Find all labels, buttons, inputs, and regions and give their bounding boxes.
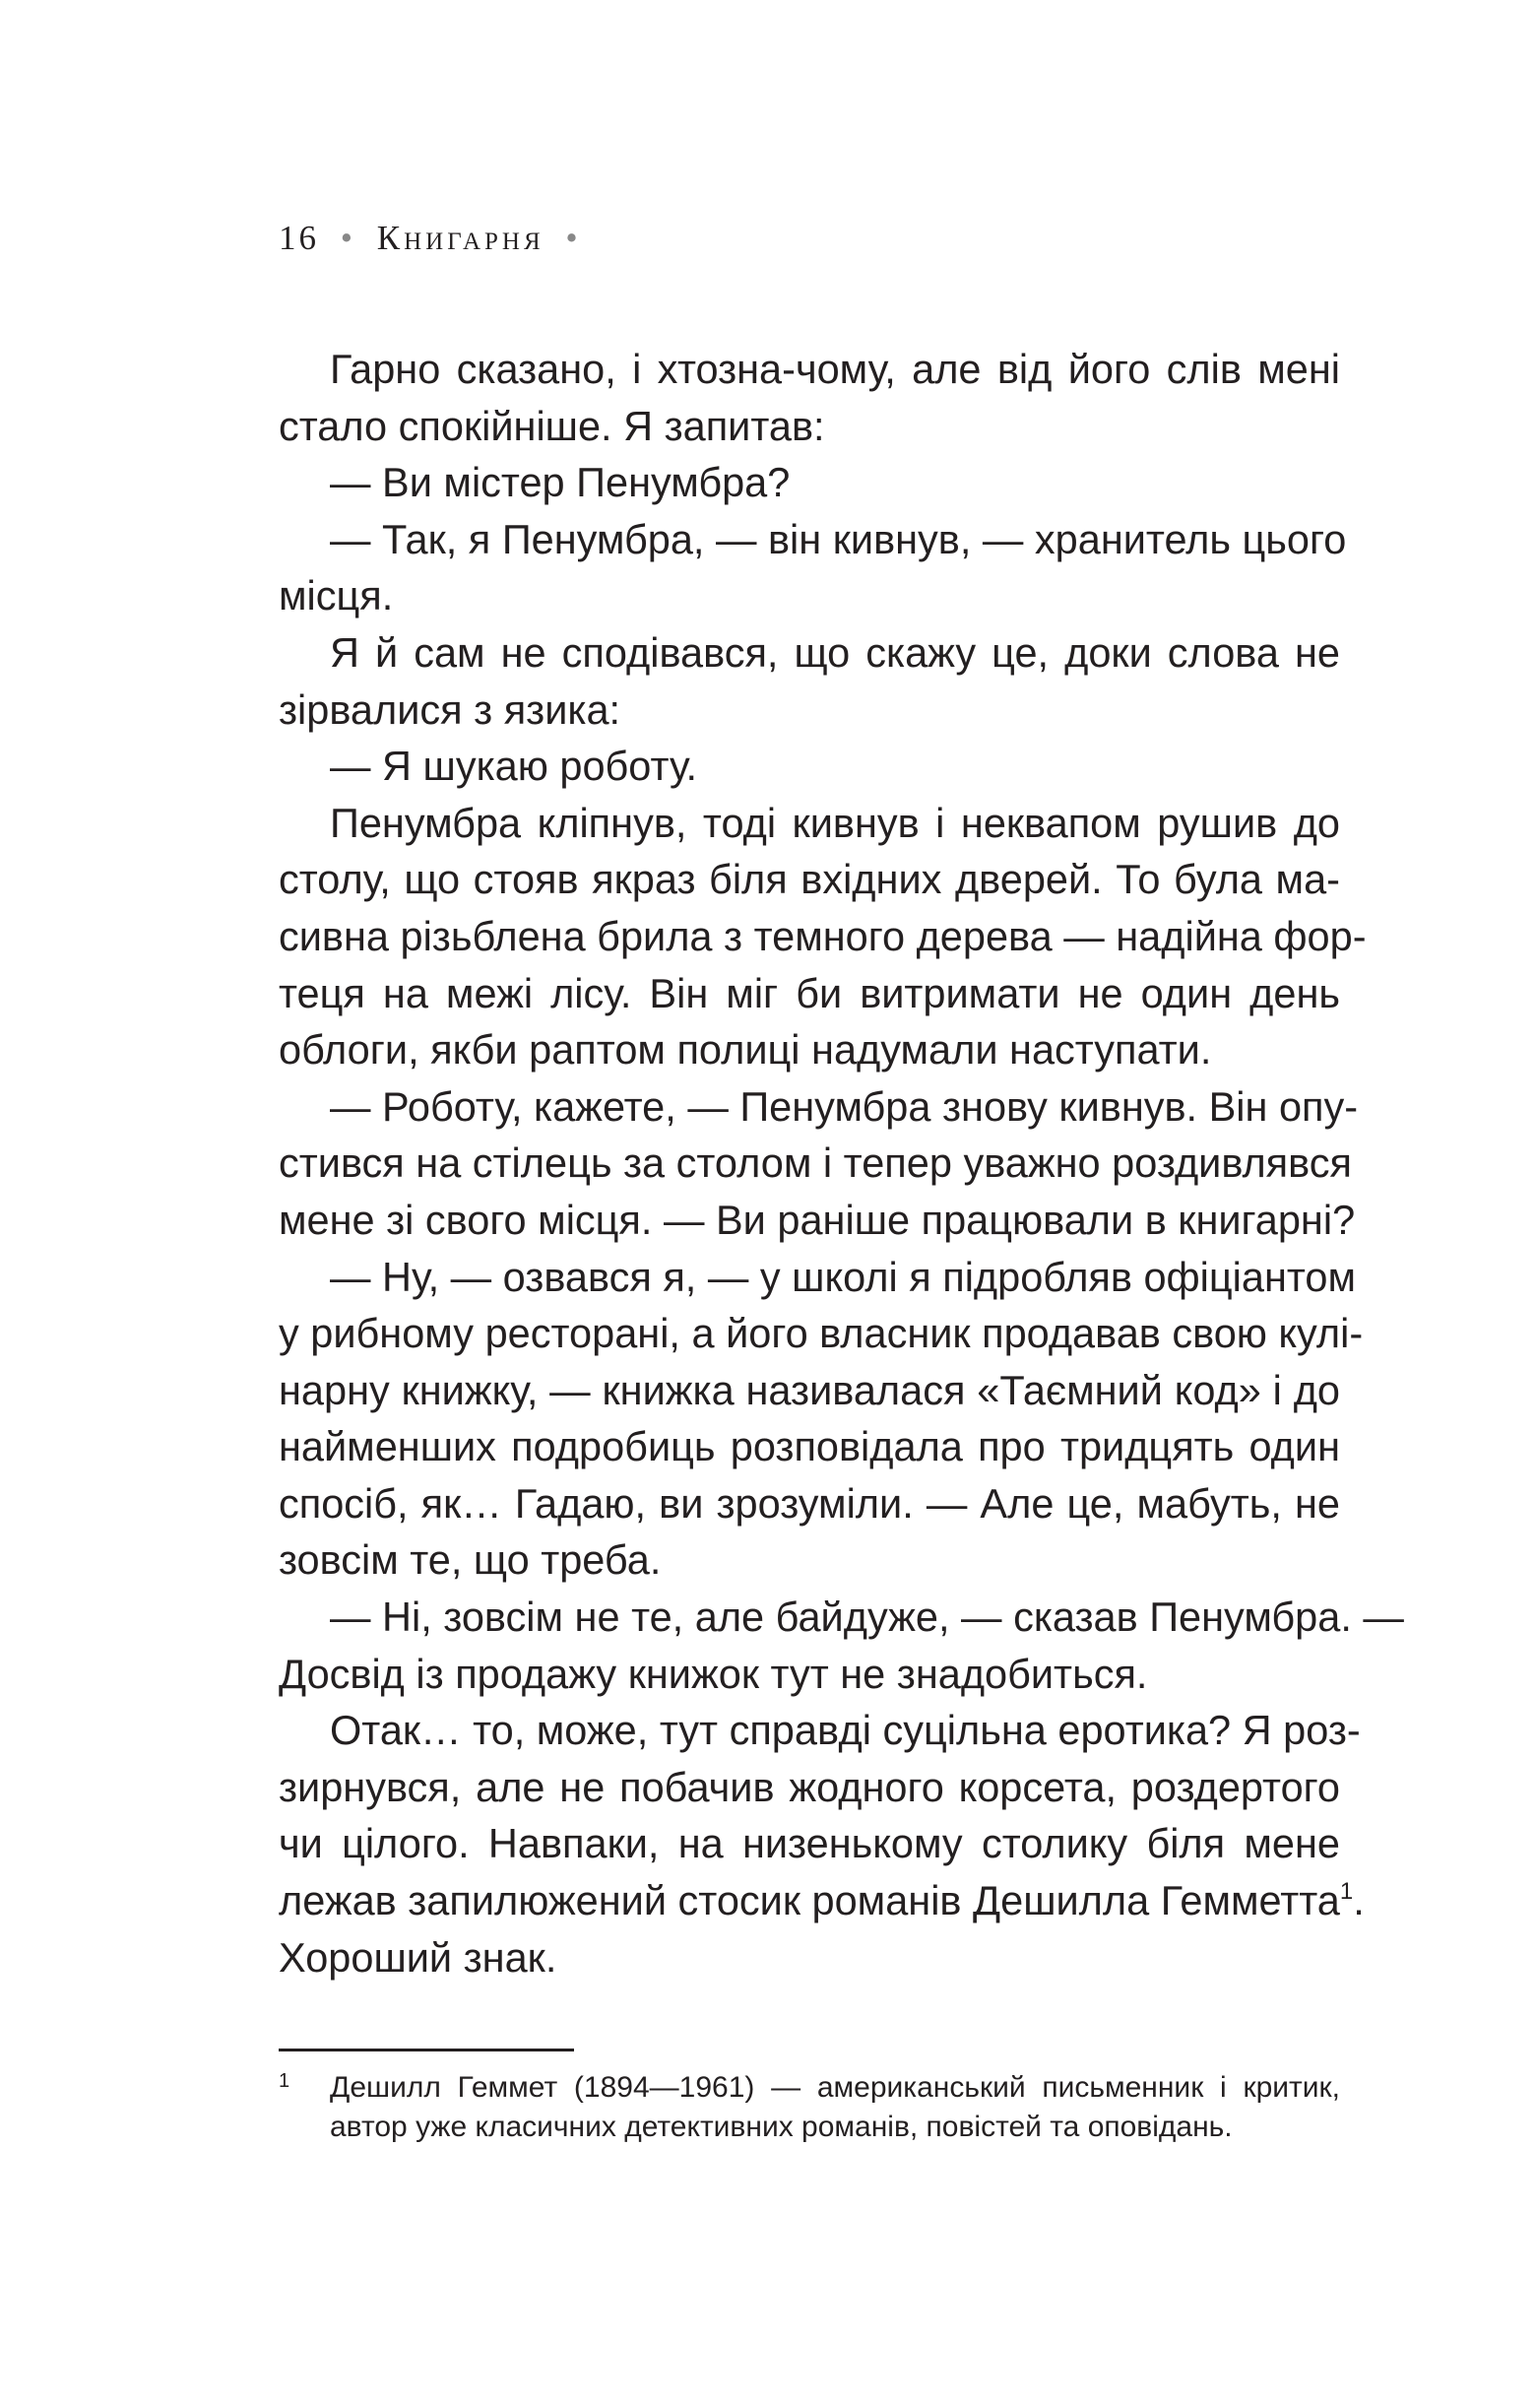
footnote-marker: 1 — [279, 2070, 290, 2092]
bullet-separator: • — [565, 219, 581, 257]
text-line: сивна різьблена брила з темного дерева — надійна фор- — [279, 912, 1367, 959]
footnote — [279, 2068, 1340, 2147]
text-line: — Так, я Пенумбра, — він кивнув, — хранитель цього — [330, 515, 1347, 562]
text-line-content: лежав запилюжений стосик романів Дешилла Гемметта — [279, 1877, 1340, 1924]
text-line: столу, що стояв якраз біля вхідних дверей. То була ма- — [279, 856, 1340, 903]
text-line: — Ну, — озвався я, — у школі я підробляв офіціантом — [330, 1253, 1357, 1300]
text-line: найменших подробиць розповідала про тридцять один — [279, 1423, 1340, 1470]
book-title: Книгарня — [376, 219, 544, 257]
text-line: теця на межі лісу. Він міг би витримати не один день — [279, 969, 1340, 1016]
text-line: Отак… то, може, тут справді суцільна еротика? Я роз- — [330, 1707, 1361, 1754]
bullet-separator: • — [340, 219, 356, 257]
text-line: Досвід із продажу книжок тут не знадобиться. — [279, 1650, 1148, 1697]
text-line: облоги, якби раптом полиці надумали наступати. — [279, 1026, 1212, 1074]
text-line: — Я шукаю роботу. — [330, 743, 698, 790]
text-line: місця. — [279, 572, 394, 619]
text-line: — Ні, зовсім не те, але байдуже, — сказав Пенумбра. — — [330, 1594, 1404, 1641]
text-line: Пенумбра кліпнув, тоді кивнув і неквапом рушив до — [330, 799, 1340, 846]
footnote-reference[interactable]: 1 — [1339, 1878, 1354, 1906]
text-line: — Роботу, кажете, — Пенумбра знову кивнув. Він опу- — [330, 1082, 1359, 1130]
text-line: зірвалися з язика: — [279, 685, 621, 733]
text-line: чи цілого. Навпаки, на низенькому столику біля мене — [279, 1820, 1340, 1867]
text-line: у рибному ресторані, а його власник продавав свою кулі- — [279, 1310, 1364, 1357]
text-line: стився на стілець за столом і тепер уважно роздивлявся — [279, 1139, 1352, 1187]
text-line: зирнувся, але не побачив жодного корсета, роздертого — [279, 1763, 1340, 1810]
footnote-line: автор уже класичних детективних романів, повістей та оповідань. — [330, 2111, 1233, 2143]
text-line: Гарно сказано, і хтозна-чому, але від його слів мені — [330, 346, 1340, 392]
text-line: нарну книжку, — книжка називалася «Таємний код» і до — [279, 1366, 1340, 1413]
footnote-divider — [279, 2049, 574, 2051]
body-text — [279, 341, 1404, 1985]
text-line: зовсім те, що треба. — [279, 1536, 662, 1584]
text-line-with-footnote-ref: лежав запилюжений стосик романів Дешилла Гемметта$^1$. — [279, 1877, 1365, 1924]
text-line: Хороший знак. — [279, 1933, 557, 1981]
text-line: Я й сам не сподівався, що скажу це, доки слова не — [330, 628, 1340, 676]
text-line: мене зі свого місця. — Ви раніше працювали в книгарні? — [279, 1196, 1356, 1243]
footnote-line: Дешилл Геммет (1894—1961) — американський письменник і критик, — [330, 2071, 1340, 2104]
running-head — [279, 219, 591, 258]
text-line: стало спокійніше. Я запитав: — [279, 402, 825, 449]
page-number: 16 — [279, 219, 319, 257]
text-line: — Ви містер Пенумбра? — [330, 459, 791, 506]
text-line: спосіб, як… Гадаю, ви зрозуміли. — Але це, мабуть, не — [279, 1479, 1340, 1527]
